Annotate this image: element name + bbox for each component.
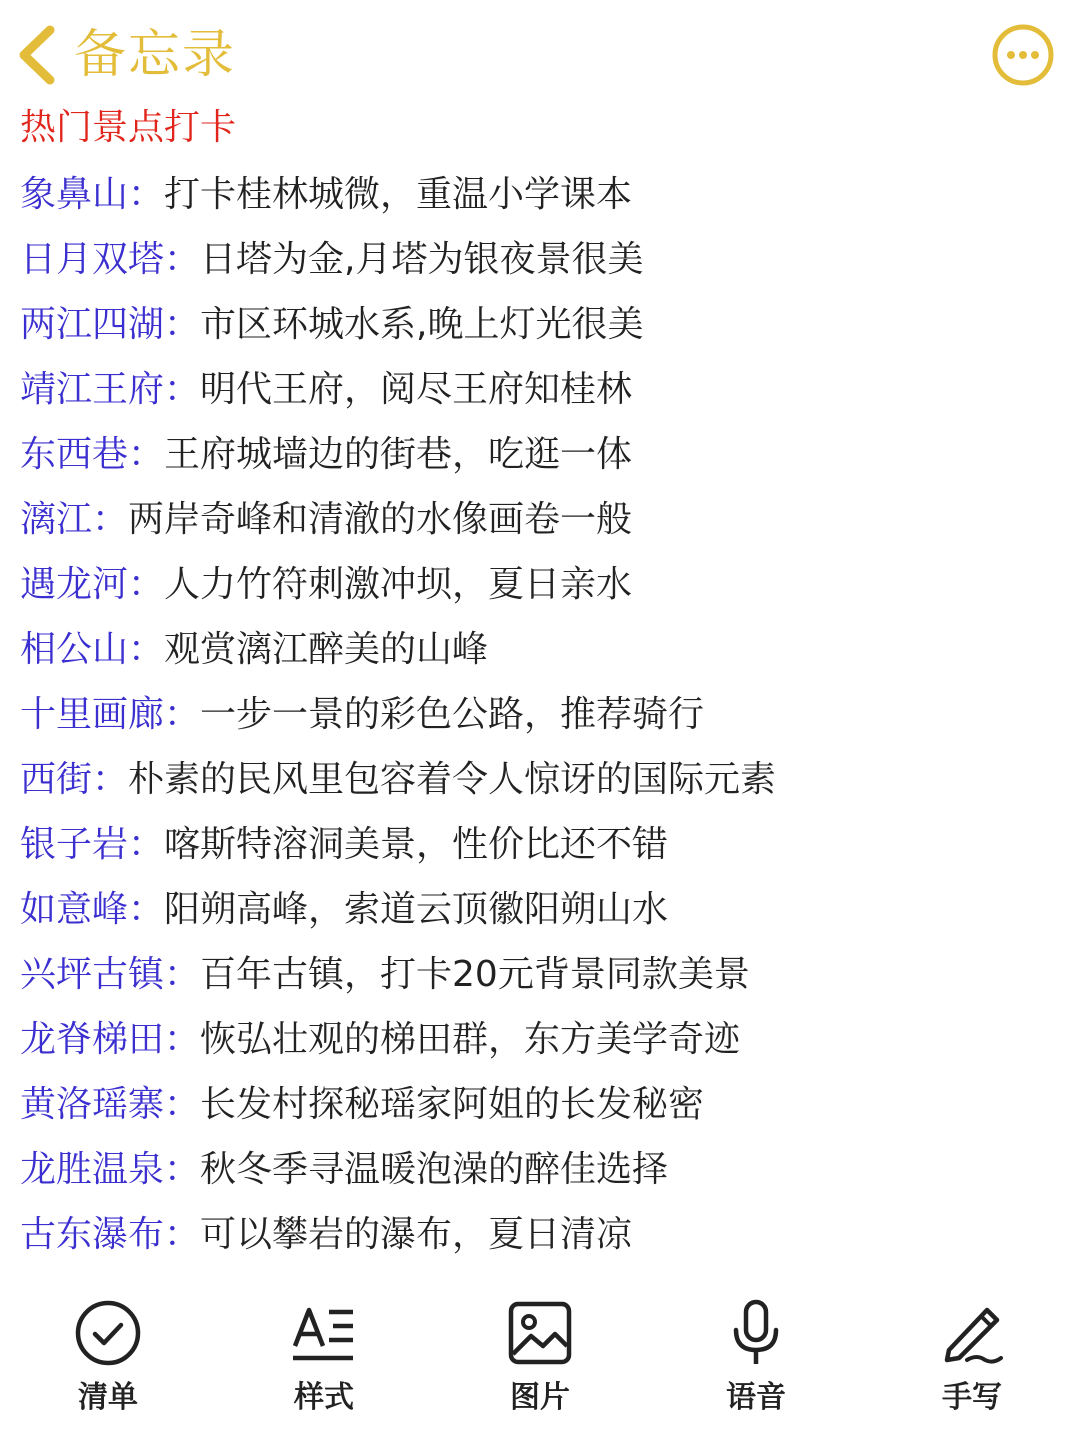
list-item bbox=[20, 552, 1060, 617]
bottom-toolbar bbox=[0, 1290, 1080, 1440]
spot-description: 喀斯特溶洞美景，性价比还不错 bbox=[164, 824, 669, 865]
list-item bbox=[20, 357, 1060, 422]
handwriting-button[interactable] bbox=[902, 1290, 1042, 1430]
checklist-icon bbox=[73, 1298, 143, 1368]
spot-description: 朴素的民风里包容着令人惊讶的国际元素 bbox=[128, 759, 777, 800]
spot-description: 人力竹符刺激冲坝，夏日亲水 bbox=[164, 564, 633, 605]
list-item bbox=[20, 747, 1060, 812]
spot-description: 王府城墙边的街巷，吃逛一体 bbox=[164, 434, 633, 475]
spot-name: 漓江： bbox=[20, 499, 129, 540]
text-style-label: 样式 bbox=[294, 1380, 354, 1415]
spot-name: 兴坪古镇： bbox=[20, 954, 201, 995]
list-item bbox=[20, 162, 1060, 227]
pen-icon bbox=[937, 1298, 1007, 1368]
spot-name: 两江四湖： bbox=[20, 304, 201, 345]
voice-label: 语音 bbox=[726, 1380, 786, 1415]
chevron-left-icon bbox=[10, 75, 66, 94]
spot-description: 一步一景的彩色公路，推荐骑行 bbox=[200, 694, 705, 735]
spot-name: 西街： bbox=[20, 759, 129, 800]
back-button[interactable] bbox=[10, 20, 66, 90]
spot-name: 龙脊梯田： bbox=[20, 1019, 201, 1060]
spot-description: 两岸奇峰和清澈的水像画卷一般 bbox=[128, 499, 633, 540]
checklist-label: 清单 bbox=[78, 1380, 138, 1415]
list-item bbox=[20, 812, 1060, 877]
spot-name: 靖江王府： bbox=[20, 369, 201, 410]
spot-name: 龙胜温泉： bbox=[20, 1149, 201, 1190]
spot-description: 百年古镇，打卡20元背景同款美景 bbox=[200, 954, 750, 995]
spot-name: 日月双塔： bbox=[20, 239, 201, 280]
spot-description: 秋冬季寻温暖泡澡的醉佳选择 bbox=[200, 1149, 669, 1190]
spot-name: 古东瀑布： bbox=[20, 1214, 201, 1255]
list-item bbox=[20, 1072, 1060, 1137]
more-dots-icon bbox=[991, 72, 1055, 91]
checklist-button[interactable] bbox=[38, 1290, 178, 1430]
spot-name: 东西巷： bbox=[20, 434, 165, 475]
list-item bbox=[20, 1137, 1060, 1202]
list-item bbox=[20, 292, 1060, 357]
spot-description: 市区环城水系,晚上灯光很美 bbox=[200, 304, 644, 345]
spot-description: 恢弘壮观的梯田群，东方美学奇迹 bbox=[200, 1019, 741, 1060]
spot-description: 明代王府，阅尽王府知桂林 bbox=[200, 369, 633, 410]
text-style-button[interactable] bbox=[254, 1290, 394, 1430]
header-bar bbox=[0, 0, 1080, 110]
spot-description: 长发村探秘瑶家阿姐的长发秘密 bbox=[200, 1084, 705, 1125]
list-item bbox=[20, 617, 1060, 682]
handwriting-label: 手写 bbox=[942, 1380, 1002, 1415]
spot-name: 黄洛瑶寨： bbox=[20, 1084, 201, 1125]
image-button[interactable] bbox=[470, 1290, 610, 1430]
spot-description: 可以攀岩的瀑布，夏日清凉 bbox=[200, 1214, 633, 1255]
list-item bbox=[20, 877, 1060, 942]
spot-name: 如意峰： bbox=[20, 889, 165, 930]
image-icon bbox=[505, 1298, 575, 1368]
spot-name: 相公山： bbox=[20, 629, 165, 670]
page-title: 备忘录 bbox=[74, 25, 237, 85]
spot-description: 日塔为金,月塔为银夜景很美 bbox=[200, 239, 644, 280]
spot-description: 阳朔高峰，索道云顶徽阳朔山水 bbox=[164, 889, 669, 930]
spot-name: 象鼻山： bbox=[20, 174, 165, 215]
list-item bbox=[20, 487, 1060, 552]
note-heading: 热门景点打卡 bbox=[20, 107, 237, 148]
text-style-icon bbox=[289, 1298, 359, 1368]
spot-name: 遇龙河： bbox=[20, 564, 165, 605]
list-item bbox=[20, 682, 1060, 747]
spot-name: 银子岩： bbox=[20, 824, 165, 865]
list-item bbox=[20, 942, 1060, 1007]
voice-button[interactable] bbox=[686, 1290, 826, 1430]
microphone-icon bbox=[721, 1298, 791, 1368]
spot-description: 打卡桂林城微，重温小学课本 bbox=[164, 174, 633, 215]
spot-description: 观赏漓江醉美的山峰 bbox=[164, 629, 489, 670]
list-item bbox=[20, 227, 1060, 292]
list-item bbox=[20, 1202, 1060, 1267]
more-options-button[interactable] bbox=[991, 23, 1055, 87]
spot-name: 十里画廊： bbox=[20, 694, 201, 735]
list-item bbox=[20, 422, 1060, 487]
note-body[interactable] bbox=[20, 162, 1060, 1267]
list-item bbox=[20, 1007, 1060, 1072]
image-label: 图片 bbox=[510, 1380, 570, 1415]
